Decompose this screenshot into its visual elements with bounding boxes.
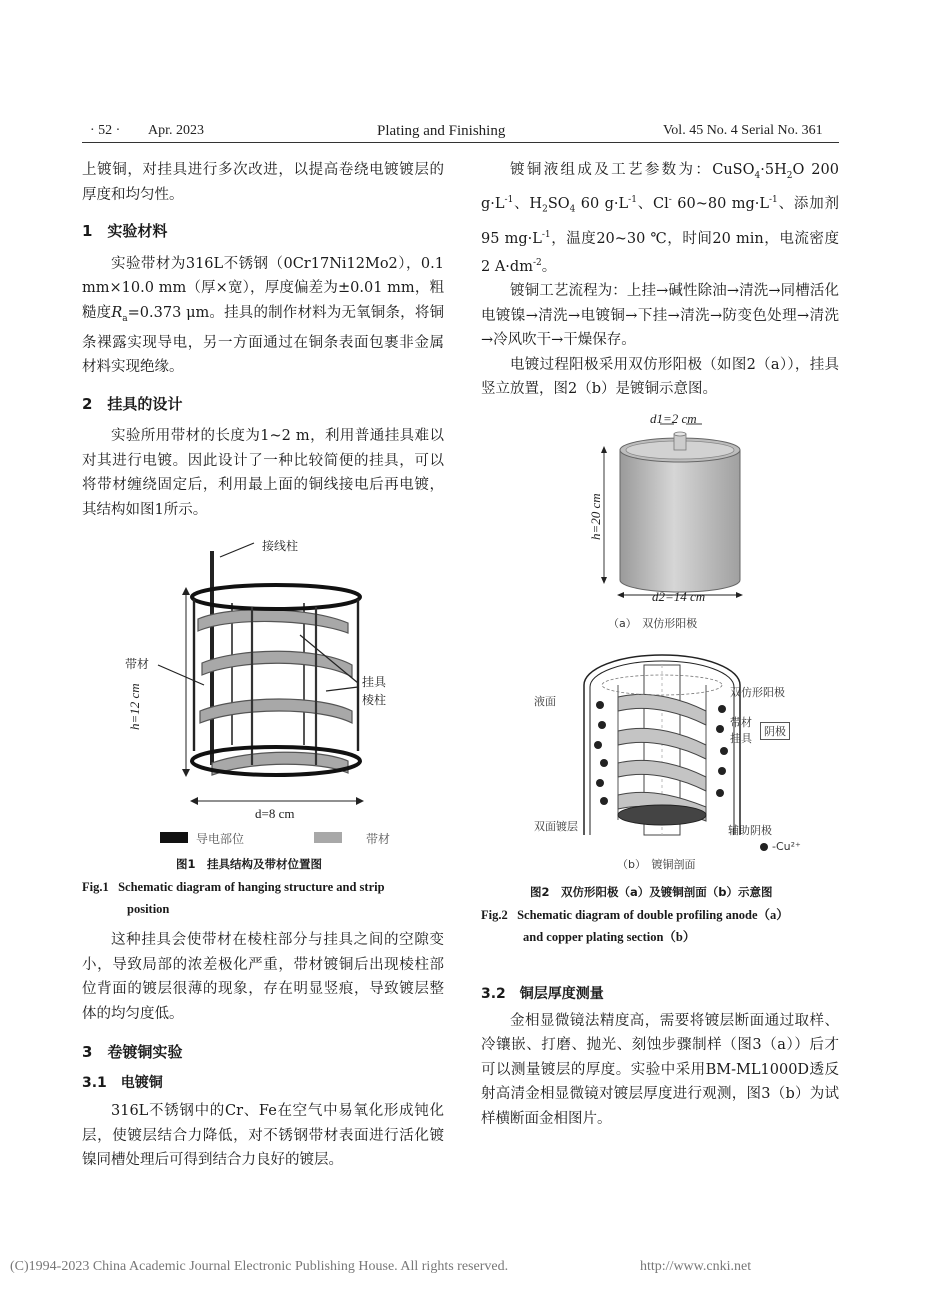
strip-label: 带材 [125,657,150,671]
aux-cathode-label: 辅助阴极 [728,824,772,837]
figure-1-caption-cn: 图1 挂具结构及带材位置图 [176,857,323,871]
after-figure-paragraph: 这种挂具会使带材在棱柱部分与挂具之间的空隙变小，导致局部的浓差极化严重，带材镀铜后出现棱柱部位背面的镀层很薄的现象，存在明显竖痕，导致镀层整体的均匀度低。 [82,932,444,1022]
cu-ion-label: -Cu²⁺ [772,840,801,853]
prism-label-1: 挂具 [362,675,387,689]
page-number: · 52 · [90,123,121,138]
wire-label-arrow [220,543,254,557]
copyright-footer: (C)1994-2023 China Academic Journal Electronic Publishing House. All rights reserved. [10,1259,509,1274]
right-column-top [481,158,839,402]
section-3-2-title: 3.2 铜层厚度测量 [481,986,604,1002]
d1-label: d1=2 cm [650,411,697,426]
bath-paragraph: 镀铜液组成及工艺参数为：$CuSO_4\cdot 5H_2O$ 200 $g\cdot L^{-1}$、$H_2SO_4$ 60 $g\cdot L^{-1}$、Cl- 60~80 $mg\cdot L^{-1}$、添加剂95 $mg\cdot L^{-1}$，温度20~30 ℃，时间20 min，电流密度2 $A\cdot dm^{-2}$。 [481,162,839,275]
figure-2-caption-en: Fig.2 Schematic diagram of double profiling anode（a） and copper plating section（b） [481,908,789,944]
cathode-label: 阴极 [760,722,790,740]
prism-label-2: 棱柱 [362,693,387,707]
figure-2b [582,645,742,845]
cnki-url[interactable]: http://www.cnki.net [640,1259,752,1274]
legend-conductive-label: 导电部位 [196,832,245,846]
wire-post-label: 接线柱 [262,539,299,553]
rack-label-2b: 挂具 [730,732,752,745]
cu-ion-legend-icon [760,843,768,851]
double-anode-label: 双仿形阳极 [730,686,785,699]
process-flow-paragraph: 镀铜工艺流程为：上挂→碱性除油→清洗→同槽活化电镀镍→清洗→电镀铜→下挂→清洗→防变色处理→清洗→冷风吹干→干燥保存。 [481,283,839,349]
section-1-title: 1 实验材料 [82,222,168,240]
left-column-top [82,158,444,522]
section-2-paragraph: 实验所用带材的长度为1~2 m，利用普通挂具难以对其进行电镀。因此设计了一种比较简便的挂具，可以将带材缠绕固定后，利用最上面的铜线接电后再电镀，其结构如图1所示。 [82,428,444,518]
header-rule [82,142,839,143]
figure-2-caption-cn: 图2 双仿形阳极（a）及镀铜剖面（b）示意图 [530,885,773,899]
figure-2b-subcaption: （b） 镀铜剖面 [617,858,696,871]
d2-label: d2=14 cm [652,589,706,604]
diameter-label: d=8 cm [255,806,295,821]
legend-strip-label: 带材 [366,832,391,846]
intro-paragraph: 上镀铜，对挂具进行多次改进，以提高卷绕电镀镀层的厚度和均匀性。 [82,162,444,203]
section-3-1-paragraph: 316L不锈钢中的Cr、Fe在空气中易氧化形成钝化层，使镀层结合力降低，对不锈钢带材表面进行活化镀镍同槽处理后可得到结合力良好的镀层。 [82,1103,444,1168]
section-3-2-paragraph: 金相显微镜法精度高，需要将镀层断面通过取样、冷镶嵌、打磨、抛光、刻蚀步骤制样（图3（a））后才可以测量镀层的厚度。实验中采用BM-ML1000D透反射高清金相显微镜对镀层厚度进行观测，图3（b）为试样横断面金相图片。 [481,1012,839,1127]
anode-height-label: h=20 cm [588,493,603,540]
double-coating-label: 双面镀层 [534,820,578,833]
height-label: h=12 cm [127,683,142,730]
legend-strip-swatch [314,832,342,843]
anode-cylinder [620,450,740,592]
figure-1-caption-en: Fig.1 Schematic diagram of hanging structure and strip position [82,880,385,916]
section-3-title: 3 卷镀铜实验 [82,1043,183,1061]
liquid-label: 液面 [534,695,556,708]
strip-label-2b: 带材 [730,716,752,729]
section-1-paragraph: 实验带材为316L不锈钢（0Cr17Ni12Mo2），0.1 mm×10.0 mm（厚×宽），厚度偏差为±0.01 mm，粗糙度$R_a=0.373$ μm。挂具的制作材料为无氧铜条，将铜条裸露实现导电，另一方面通过在铜条表面包裹非金属材料实现绝缘。 [82,255,444,376]
section-2-title: 2 挂具的设计 [82,394,183,413]
figure-2a [590,410,750,610]
issue-date: Apr. 2023 [148,123,204,138]
anode-paragraph: 电镀过程阳极采用双仿形阳极（如图2（a）），挂具竖立放置，图2（b）是镀铜示意图。 [481,356,839,398]
figure-2a-subcaption: （a） 双仿形阳极 [608,617,698,630]
right-column-bottom [481,982,839,1131]
journal-title: Plating and Finishing [377,123,506,139]
left-column-bottom [82,928,444,1173]
top-ring [192,585,360,609]
section-3-1-title: 3.1 电镀铜 [82,1074,163,1091]
volume-info: Vol. 45 No. 4 Serial No. 361 [663,123,823,138]
legend-conductive-swatch [160,832,188,843]
